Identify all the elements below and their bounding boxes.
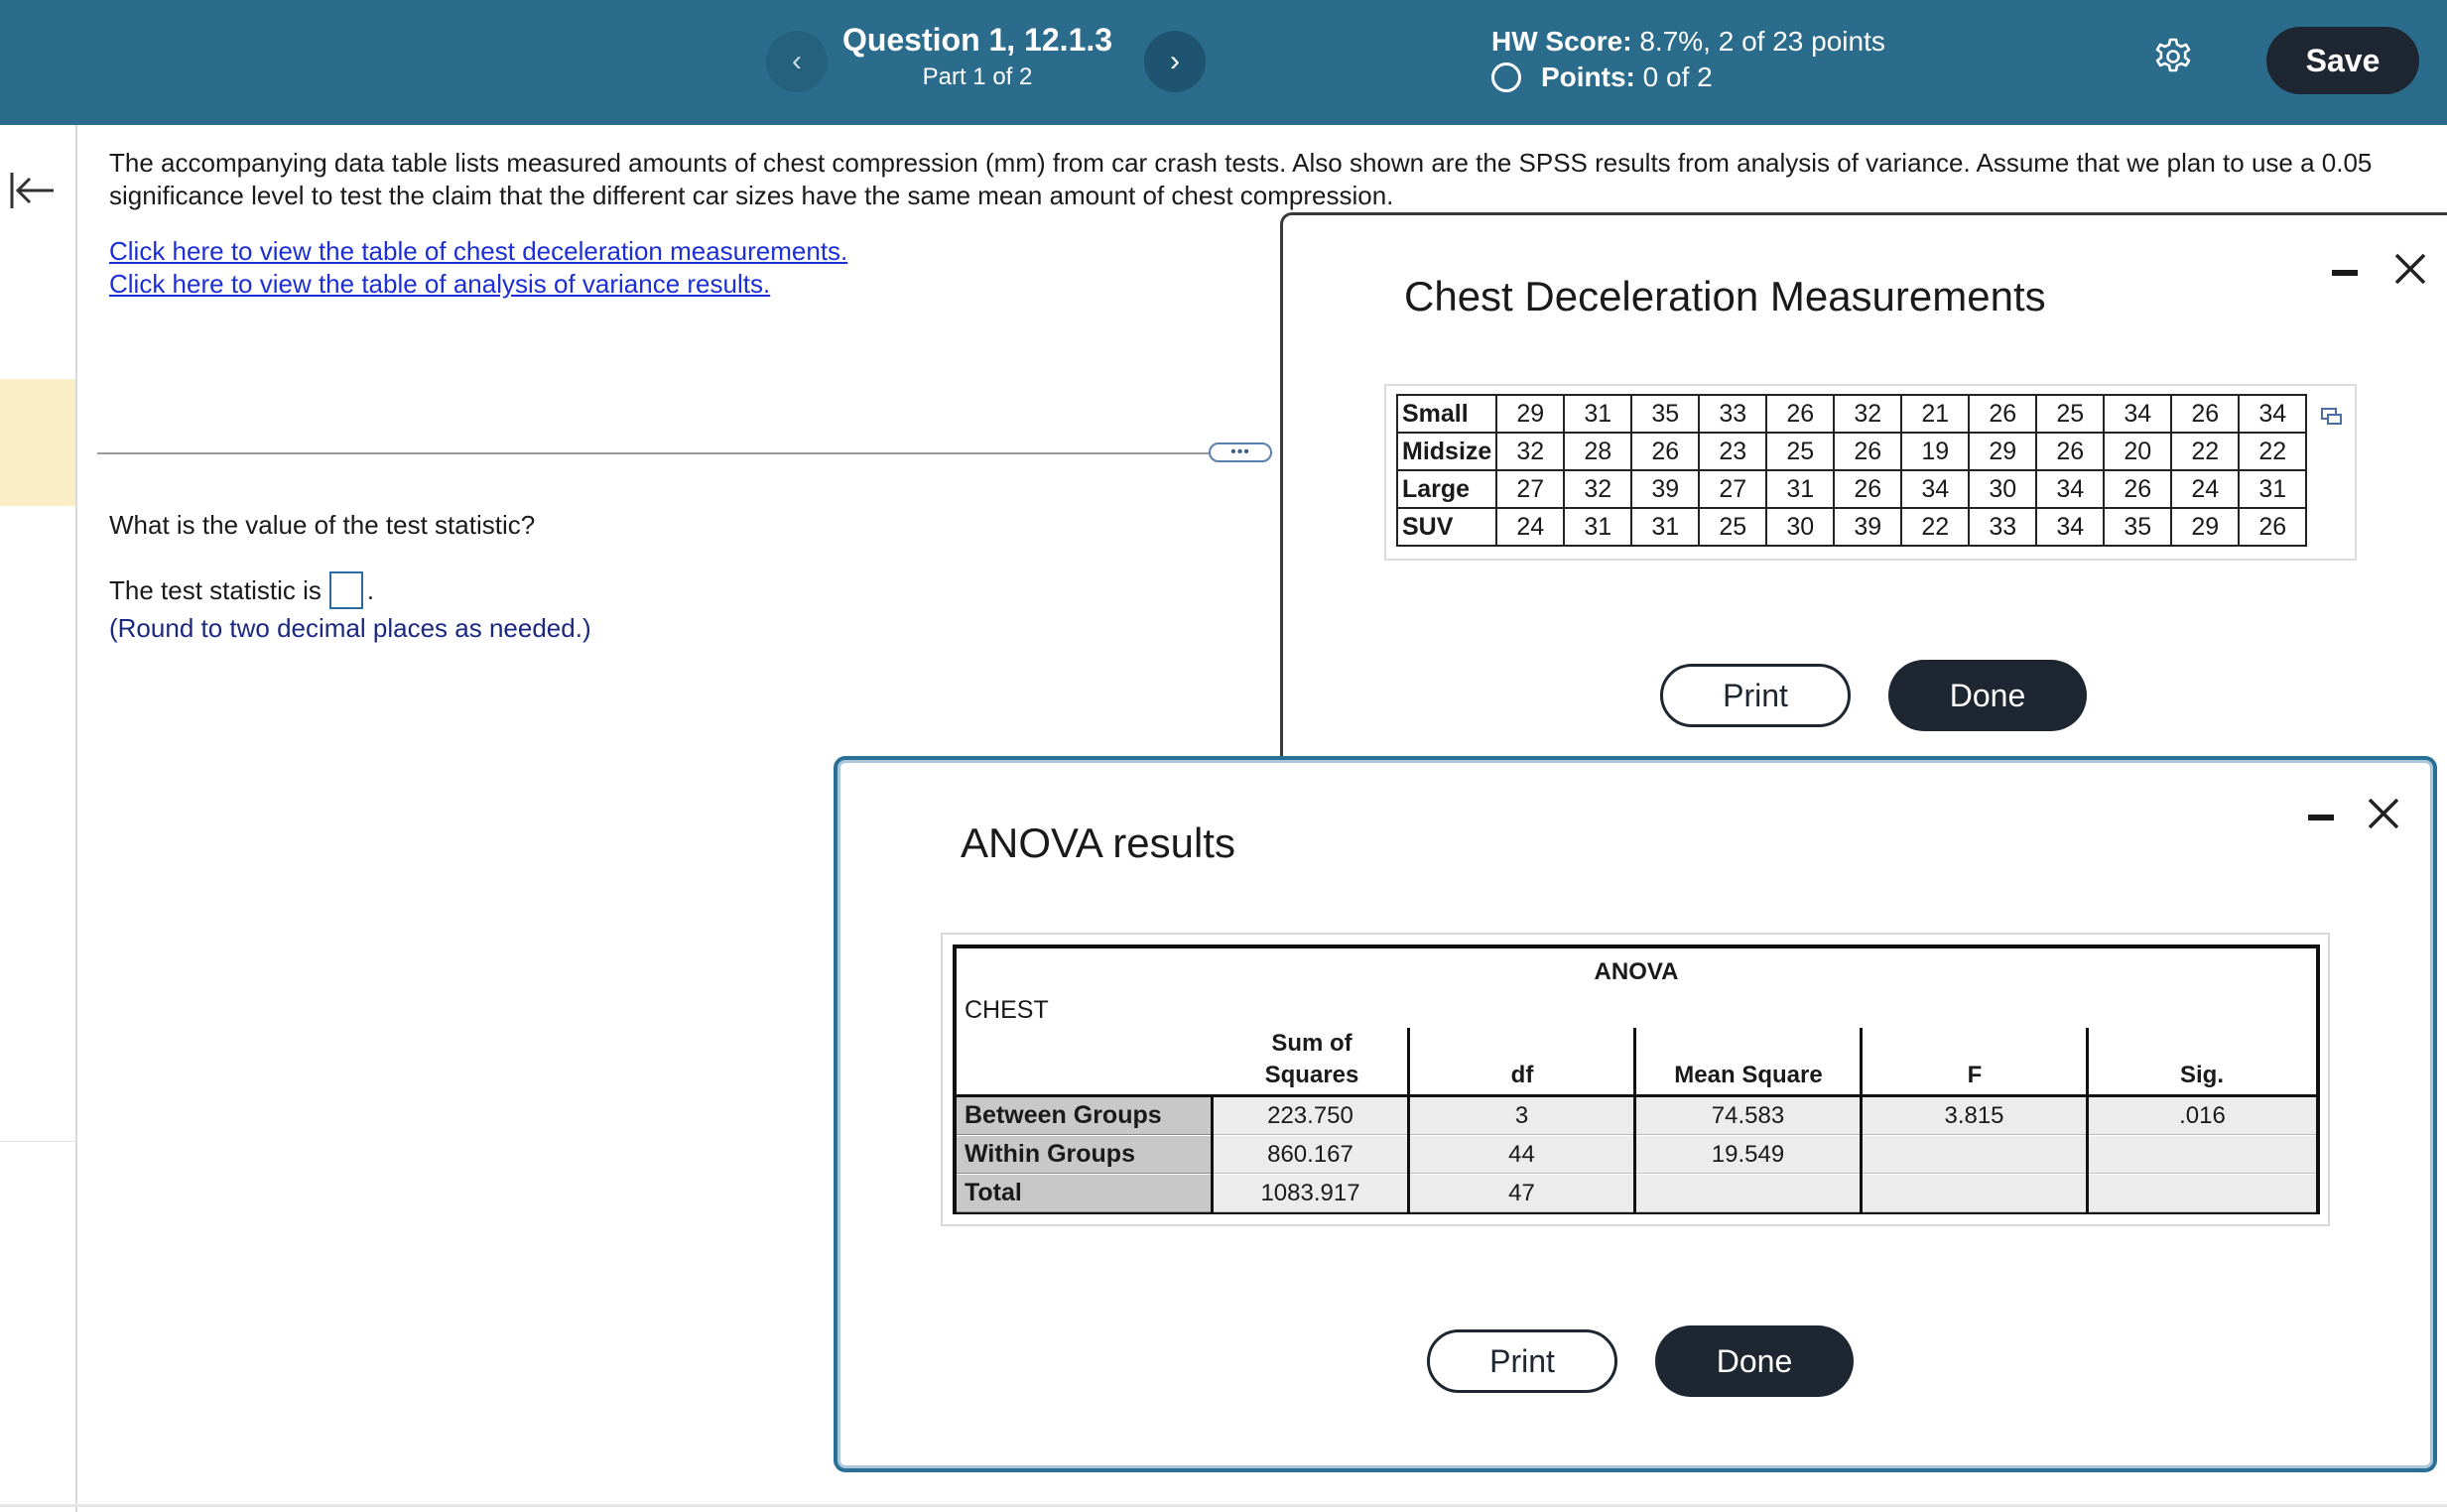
chest-table-cell: 25 bbox=[1699, 508, 1766, 546]
collapse-panel-icon[interactable] bbox=[8, 167, 56, 214]
chevron-right-icon: › bbox=[1170, 45, 1180, 77]
chest-table-row bbox=[1397, 470, 2306, 508]
anova-cell-ss: 860.167 bbox=[1214, 1136, 1407, 1174]
chest-table-cell: 31 bbox=[2239, 470, 2306, 508]
chest-table-cell: 29 bbox=[2171, 508, 2239, 546]
points-value: 0 of 2 bbox=[1642, 62, 1713, 92]
chest-table-cell: 27 bbox=[1496, 470, 1564, 508]
chest-table-cell: 32 bbox=[1496, 433, 1564, 470]
question-part: Part 1 of 2 bbox=[922, 63, 1033, 90]
chest-table-cell: 31 bbox=[1631, 508, 1699, 546]
question-title: Question 1, 12.1.3 bbox=[841, 22, 1113, 58]
header-rule bbox=[957, 1094, 2316, 1097]
anova-cell-ss: 1083.917 bbox=[1214, 1175, 1407, 1212]
chest-table-cell: 25 bbox=[2036, 395, 2104, 433]
anova-table-container bbox=[941, 933, 2330, 1226]
next-question-button[interactable] bbox=[1144, 31, 1206, 92]
chest-table-cell: 31 bbox=[1564, 508, 1631, 546]
left-rail bbox=[0, 125, 77, 1512]
chest-table-cell: 26 bbox=[2171, 395, 2239, 433]
points-circle-icon bbox=[1491, 63, 1521, 92]
col-divider bbox=[1407, 1028, 1410, 1214]
anova-cell-df: 44 bbox=[1410, 1136, 1633, 1174]
col-header-sum-of-squares bbox=[1215, 1028, 1409, 1091]
chest-table-cell: 26 bbox=[1766, 395, 1834, 433]
copy-table-icon[interactable] bbox=[2321, 406, 2343, 428]
chest-table-cell: 24 bbox=[2171, 470, 2239, 508]
col-divider bbox=[1211, 1097, 1214, 1214]
chest-table-cell: 39 bbox=[1631, 470, 1699, 508]
chest-table-cell: 34 bbox=[2036, 508, 2104, 546]
chest-table-cell: 26 bbox=[2239, 508, 2306, 546]
chest-table-cell: 26 bbox=[1969, 395, 2036, 433]
chest-table-cell: 31 bbox=[1564, 395, 1631, 433]
chest-table-cell: 35 bbox=[1631, 395, 1699, 433]
col-header-df: df bbox=[1510, 1062, 1534, 1088]
chest-table-container bbox=[1384, 384, 2357, 561]
chest-table-cell: 26 bbox=[1834, 470, 1901, 508]
chest-table-cell: 31 bbox=[1766, 470, 1834, 508]
close-icon[interactable] bbox=[2366, 796, 2401, 831]
chest-table bbox=[1396, 394, 2307, 547]
test-statistic-input[interactable] bbox=[329, 571, 363, 609]
chest-table-cell: 21 bbox=[1901, 395, 1969, 433]
col-header-ss-line2: Squares bbox=[1264, 1062, 1359, 1088]
anova-cell-f bbox=[1863, 1136, 2086, 1174]
chest-table-cell: 26 bbox=[2104, 470, 2171, 508]
chevron-left-icon: ‹ bbox=[792, 45, 802, 77]
hw-score bbox=[1491, 26, 1885, 58]
chest-table-cell: 34 bbox=[2104, 395, 2171, 433]
chest-table-cell: 34 bbox=[2036, 470, 2104, 508]
chest-window-title: Chest Deceleration Measurements bbox=[1404, 273, 2046, 319]
anova-cell-f: 3.815 bbox=[1863, 1097, 2086, 1135]
anova-variable-label: CHEST bbox=[965, 996, 1049, 1024]
chest-table-cell: 33 bbox=[1699, 395, 1766, 433]
rail-highlight bbox=[0, 379, 75, 506]
section-divider bbox=[97, 452, 1272, 454]
chest-table-cell: 27 bbox=[1699, 470, 1766, 508]
points-label: Points: bbox=[1541, 62, 1635, 92]
chest-table-cell: 28 bbox=[1564, 433, 1631, 470]
settings-gear-icon[interactable] bbox=[2153, 37, 2193, 76]
previous-question-button[interactable] bbox=[766, 31, 828, 92]
chest-table-cell: 26 bbox=[1631, 433, 1699, 470]
chest-table-cell: 34 bbox=[1901, 470, 1969, 508]
chest-table-cell: 30 bbox=[1766, 508, 1834, 546]
minimize-icon[interactable] bbox=[2332, 270, 2358, 276]
chest-table-cell: 26 bbox=[2036, 433, 2104, 470]
chest-table-cell: 22 bbox=[1901, 508, 1969, 546]
question-intro: The accompanying data table lists measured amounts of chest compression (mm) from car crash tests. Also shown are the SPSS results from analysis of variance. Assume that we plan to use a 0.05 significance level to test the claim that the different car sizes have the same mean amount of chest compression. bbox=[109, 148, 2373, 210]
anova-print-button[interactable]: Print bbox=[1427, 1329, 1617, 1393]
chest-deceleration-window bbox=[1280, 212, 2447, 827]
chest-table-cell: 33 bbox=[1969, 508, 2036, 546]
chest-table-row bbox=[1397, 433, 2306, 470]
anova-cell-ms: 19.549 bbox=[1636, 1136, 1860, 1174]
col-header-ss-line1: Sum of bbox=[1271, 1030, 1352, 1057]
rounding-hint: (Round to two decimal places as needed.) bbox=[109, 613, 591, 643]
anova-cell-ms: 74.583 bbox=[1636, 1097, 1860, 1135]
chest-table-cell: 29 bbox=[1496, 395, 1564, 433]
bottom-border bbox=[0, 1504, 2447, 1507]
anova-cell-sig bbox=[2089, 1136, 2316, 1174]
anova-row-label: Total bbox=[957, 1175, 1211, 1212]
chest-table-row bbox=[1397, 508, 2306, 546]
chest-table-cell: 26 bbox=[1834, 433, 1901, 470]
chest-table-cell: 22 bbox=[2171, 433, 2239, 470]
chest-row-label: SUV bbox=[1397, 508, 1496, 546]
col-header-mean-square: Mean Square bbox=[1674, 1062, 1823, 1088]
chest-table-cell: 19 bbox=[1901, 433, 1969, 470]
anova-cell-ss: 223.750 bbox=[1214, 1097, 1407, 1135]
chest-table-cell: 35 bbox=[2104, 508, 2171, 546]
answer-suffix: . bbox=[366, 574, 375, 605]
hw-score-value: 8.7%, 2 of 23 points bbox=[1639, 26, 1885, 57]
col-divider bbox=[1860, 1028, 1863, 1214]
col-divider bbox=[2086, 1028, 2089, 1214]
chest-table-cell: 32 bbox=[1564, 470, 1631, 508]
save-button[interactable]: Save bbox=[2266, 27, 2419, 94]
chest-table-cell: 39 bbox=[1834, 508, 1901, 546]
answer-prefix: The test statistic is bbox=[109, 574, 322, 605]
chest-table-cell: 29 bbox=[1969, 433, 2036, 470]
anova-cell-f bbox=[1863, 1175, 2086, 1212]
rail-divider bbox=[0, 1141, 75, 1142]
anova-results-window bbox=[834, 756, 2437, 1472]
chest-table-link[interactable]: Click here to view the table of chest deceleration measurements. bbox=[109, 236, 848, 266]
chest-print-button[interactable]: Print bbox=[1660, 664, 1851, 727]
expand-more-button[interactable]: ••• bbox=[1209, 442, 1272, 462]
anova-window-title: ANOVA results bbox=[961, 819, 1235, 866]
anova-table-heading: ANOVA bbox=[1594, 958, 1679, 985]
chest-table-cell: 25 bbox=[1766, 433, 1834, 470]
chest-table-cell: 30 bbox=[1969, 470, 2036, 508]
chest-table-cell: 34 bbox=[2239, 395, 2306, 433]
anova-cell-sig bbox=[2089, 1175, 2316, 1212]
chest-table-cell: 22 bbox=[2239, 433, 2306, 470]
anova-cell-df: 3 bbox=[1410, 1097, 1633, 1135]
answer-line bbox=[109, 571, 374, 609]
chest-table-row bbox=[1397, 395, 2306, 433]
anova-table bbox=[953, 945, 2320, 1214]
chest-table-cell: 32 bbox=[1834, 395, 1901, 433]
col-header-sig: Sig. bbox=[2179, 1062, 2224, 1088]
anova-cell-df: 47 bbox=[1410, 1175, 1633, 1212]
top-header bbox=[0, 0, 2447, 125]
chest-done-button[interactable]: Done bbox=[1888, 660, 2087, 731]
minimize-icon[interactable] bbox=[2308, 815, 2334, 820]
chest-row-label: Midsize bbox=[1397, 433, 1496, 470]
anova-row-label: Between Groups bbox=[957, 1097, 1211, 1135]
chest-row-label: Large bbox=[1397, 470, 1496, 508]
anova-cell-sig: .016 bbox=[2089, 1097, 2316, 1135]
anova-done-button[interactable]: Done bbox=[1655, 1325, 1854, 1397]
anova-row-label: Within Groups bbox=[957, 1136, 1211, 1174]
hw-score-label: HW Score: bbox=[1491, 26, 1632, 57]
chest-row-label: Small bbox=[1397, 395, 1496, 433]
points bbox=[1491, 62, 1713, 93]
chest-table-cell: 23 bbox=[1699, 433, 1766, 470]
anova-table-link[interactable]: Click here to view the table of analysis of variance results. bbox=[109, 269, 771, 299]
chest-table-cell: 24 bbox=[1496, 508, 1564, 546]
question-prompt: What is the value of the test statistic? bbox=[109, 510, 536, 540]
chest-table-cell: 20 bbox=[2104, 433, 2171, 470]
col-divider bbox=[1633, 1028, 1636, 1214]
close-icon[interactable] bbox=[2392, 251, 2428, 287]
col-header-f: F bbox=[1967, 1062, 1983, 1088]
anova-cell-ms bbox=[1636, 1175, 1860, 1212]
